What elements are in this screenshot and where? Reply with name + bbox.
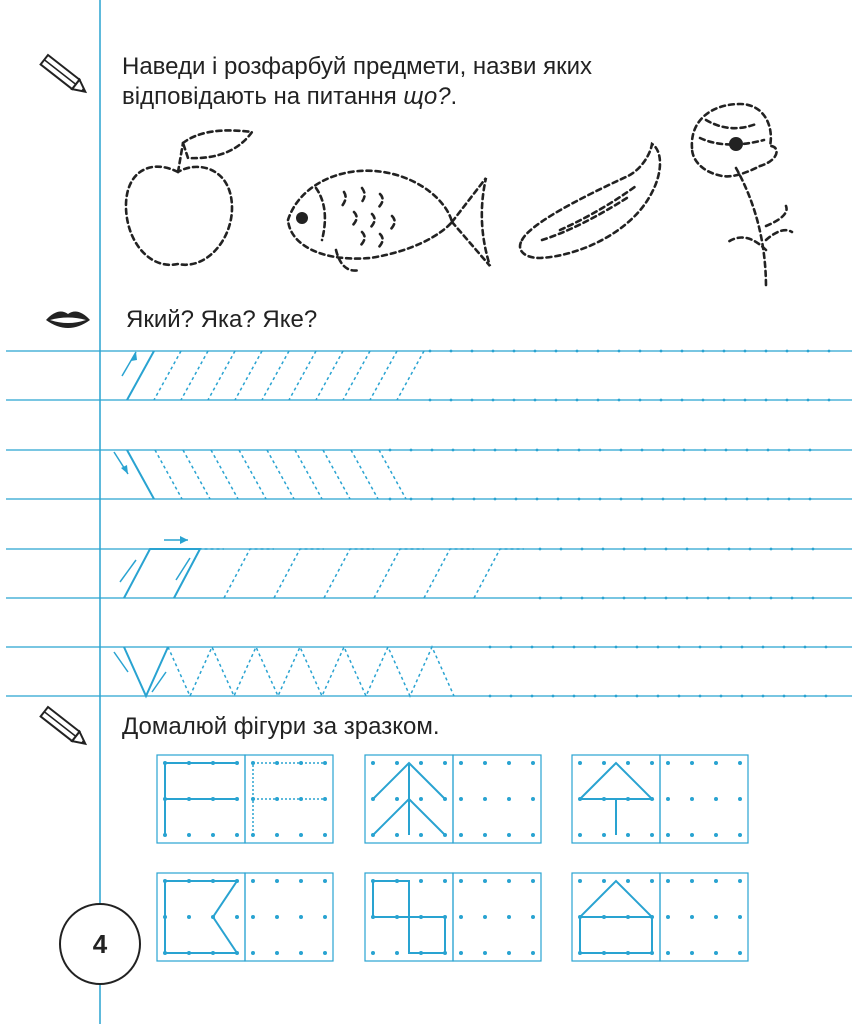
row4-trace — [168, 647, 454, 696]
row2-pattern — [114, 450, 154, 499]
flower-center — [729, 137, 743, 151]
apple-outline — [126, 130, 252, 264]
flower-outline — [692, 104, 792, 288]
row1-pattern — [122, 351, 154, 400]
row1-trace — [154, 351, 424, 400]
task3-instruction: Домалюй фігури за зразком. — [122, 713, 440, 740]
row-dots — [389, 350, 831, 698]
task1-instruction — [122, 52, 592, 112]
pencil-icon — [41, 707, 89, 748]
lips-icon — [46, 312, 90, 328]
row4-pattern — [114, 647, 168, 696]
row2-trace — [155, 450, 406, 499]
pencil-icon — [41, 55, 89, 96]
task1-line1: Наведи і розфарбуй предмети, назви яких — [122, 53, 592, 80]
writing-rows — [6, 351, 852, 696]
fish-outline — [288, 171, 490, 271]
cucumber-outline — [520, 144, 660, 258]
task1-pictures — [126, 104, 792, 288]
row3-trace — [174, 549, 524, 598]
row3-pattern — [120, 536, 200, 598]
figure-grids — [157, 755, 748, 961]
fish-eye — [296, 212, 308, 224]
task1-line2: відповідають на питання що?. — [122, 83, 458, 110]
page-number: 4 — [59, 903, 141, 985]
task2-question: Який? Яка? Яке? — [126, 306, 318, 333]
